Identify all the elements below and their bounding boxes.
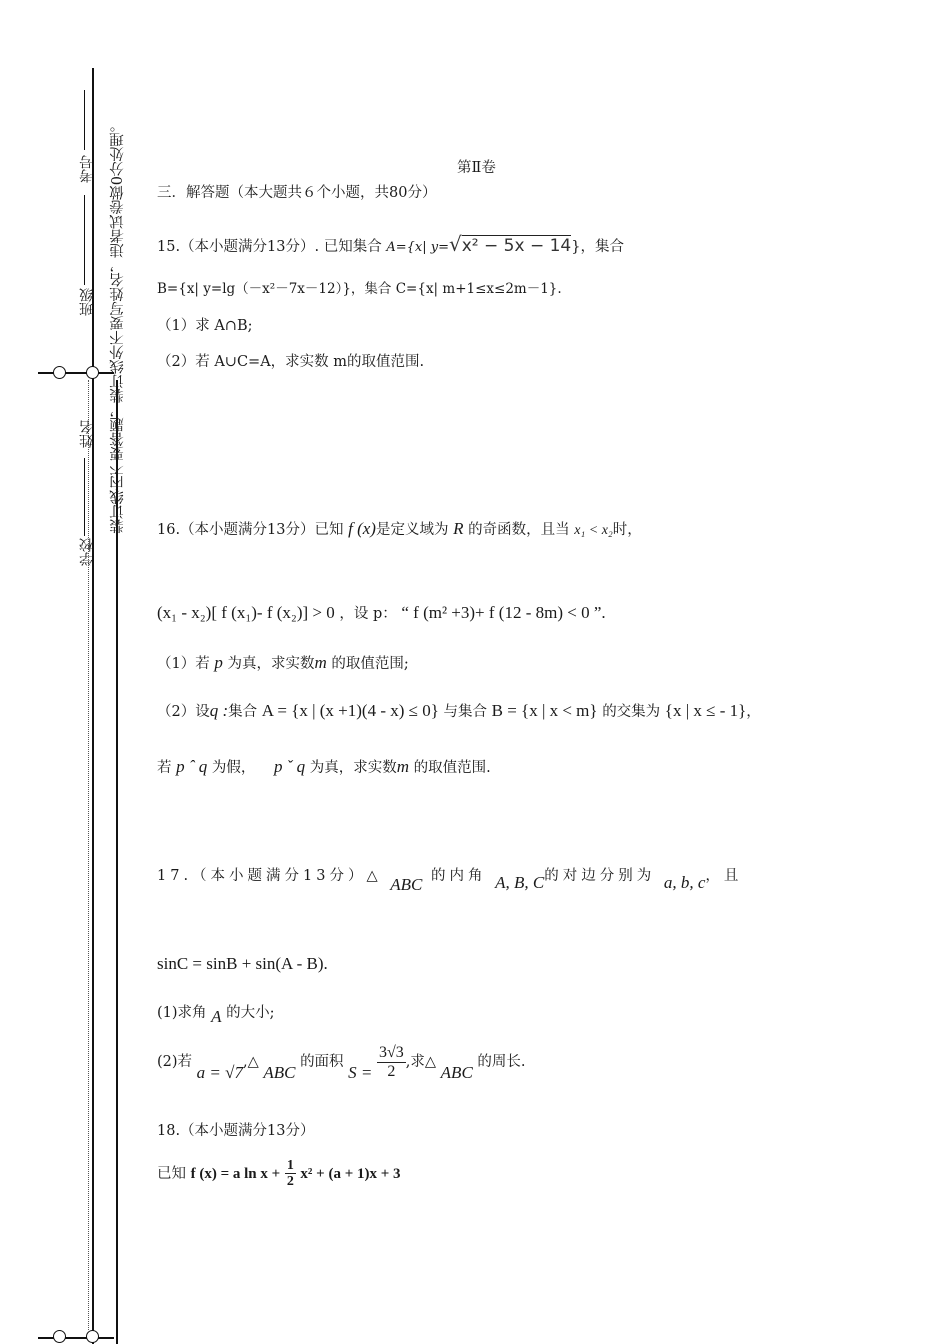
q16-part1 — [157, 654, 409, 672]
q17-equation: sinC = sinB + sin(A - B). — [157, 954, 328, 973]
q16-condition: x₁ < x₂ — [574, 523, 613, 538]
q16-part1-a: （1）若 — [157, 656, 210, 672]
binding-circle — [53, 366, 66, 379]
q17-angles: A, B, C — [495, 873, 545, 892]
q16-part1-c: 的取值范围; — [331, 656, 409, 672]
exam-no-blank — [84, 90, 85, 150]
q18-frac-den: 2 — [286, 1174, 294, 1190]
q17-mid2: 的对边分别为 — [544, 868, 656, 884]
name-blank — [84, 458, 85, 536]
q16-part2-b: 集合 — [228, 704, 258, 720]
q15-part1: （1）求 A∩B; — [157, 318, 253, 334]
q17-part2-b: ,△ — [242, 1054, 259, 1071]
binding-circle — [86, 366, 99, 379]
q16-last-line — [157, 758, 491, 776]
binding-hline-top — [38, 372, 114, 374]
q18-given: 已知 — [157, 1165, 186, 1182]
q17-abc-3: ABC — [440, 1063, 473, 1083]
q15-radicand: x² − 5x − 14 — [461, 236, 572, 256]
q16-intro-text: 16.（本小题满分13分）已知 — [157, 522, 344, 538]
q17-part1-A: A — [211, 1007, 222, 1026]
q16-p-label: ，设 p： — [339, 606, 397, 622]
q16-end: 时， — [612, 522, 642, 538]
q16-part2 — [157, 702, 761, 720]
q17-part1-b: 的大小; — [226, 1005, 275, 1021]
q15-set-a: A={x| y= — [386, 240, 449, 255]
q16-p-statement: “ f (m² +3)+ f (12 - 8m) < 0 ”. — [401, 603, 606, 622]
q16-last-c: 为真，求实数 — [309, 760, 397, 776]
class-blank — [84, 195, 85, 285]
binding-line-dotted — [88, 380, 89, 1330]
q17-part2-e: 的周长. — [477, 1054, 526, 1071]
q16-last-d: 的取值范围. — [413, 760, 491, 776]
q15-part2: （2）若 A∪C=A，求实数 m的取值范围. — [157, 354, 425, 370]
binding-circle — [86, 1330, 99, 1343]
q18-function-part2: x² + (a + 1)x + 3 — [300, 1165, 401, 1182]
school-label: 学校 — [79, 538, 95, 566]
q16-part2-d: 的交集为 — [602, 704, 661, 720]
q16-p-and-q: p ˆ q — [176, 757, 208, 776]
q16-mid1: 是定义域为 — [375, 522, 449, 538]
q16-intro — [157, 520, 642, 538]
q17-area-numerator: 3√3 — [379, 1044, 404, 1061]
q17-side-a: a = √7 — [196, 1063, 243, 1083]
q16-last-b: 为假， — [211, 760, 256, 776]
q17-area-fraction — [377, 1044, 406, 1080]
q16-inequality: (x₁ - x₂)[ f (x₁)- f (x₂)] > 0 — [157, 603, 335, 622]
q15-tail: }，集合 — [571, 239, 624, 255]
q18-function-part1: f (x) = a ln x + — [190, 1165, 281, 1182]
binding-notice: 装订线内不要答题，装订线外不要写姓名，违者试卷做0分处理。 — [110, 118, 126, 534]
q17-part1 — [157, 1003, 275, 1026]
q17-part2 — [157, 1044, 526, 1083]
binding-hline-bottom — [38, 1337, 114, 1339]
q17-part2-a: (2)若 — [157, 1054, 193, 1071]
q16-fx: f (x) — [348, 519, 376, 538]
q18-frac-num: 1 — [286, 1158, 294, 1173]
q16-domain-R: R — [453, 519, 464, 538]
q17-area-label: S = — [348, 1063, 373, 1083]
class-label: 班级 — [79, 288, 95, 316]
q18-half-fraction — [285, 1158, 296, 1190]
q15-sqrt: √ — [448, 232, 462, 256]
q16-part2-q: q : — [209, 701, 229, 720]
q18-intro: 18.（本小题满分13分） — [157, 1123, 315, 1139]
q16-part1-m: m — [314, 653, 327, 672]
binding-circle — [53, 1330, 66, 1343]
section-title: 三．解答题（本大题共６个小题，共80分） — [157, 185, 437, 201]
q16-set-A: A = {x | (x +1)(4 - x) ≤ 0} — [261, 701, 439, 720]
q16-part1-p: p — [214, 653, 223, 672]
q16-mid2: 的奇函数，且当 — [468, 522, 570, 538]
q17-intro-text: 17.（本小题满分13分）△ — [157, 868, 382, 884]
q17-area-denominator: 2 — [387, 1062, 396, 1080]
q15-intro-text: 15.（本小题满分13分）. 已知集合 — [157, 239, 382, 255]
q17-part2-c: 的面积 — [300, 1054, 344, 1071]
exam-no-label: 考号 — [79, 155, 95, 183]
q17-sides: a, b, c — [663, 873, 706, 892]
q17-end: ，且 — [705, 868, 743, 884]
q18-function — [157, 1158, 401, 1190]
q17-abc: ABC — [390, 875, 423, 894]
q16-part2-a: （2）设 — [157, 704, 210, 720]
q16-part2-e: ， — [746, 704, 761, 720]
q16-set-B: B = {x | x < m} — [491, 701, 598, 720]
q16-last-m: m — [396, 757, 410, 776]
binding-line-main — [92, 68, 94, 1344]
name-label: 姓名 — [79, 420, 95, 448]
q17-part2-d: ,求△ — [405, 1054, 437, 1071]
q16-inequality-line — [157, 604, 606, 622]
q16-p-or-q: p ˇ q — [274, 757, 306, 776]
q17-part1-a: (1)求角 — [157, 1005, 207, 1021]
q15-set-b: B={x| y=lg（－x²－7x－12）}，集合 C={x| m+1≤x≤2m－1}. — [157, 281, 562, 297]
q17-intro — [157, 866, 743, 894]
q16-part1-b: 为真，求实数 — [227, 656, 315, 672]
q16-last-a: 若 — [157, 760, 172, 776]
q16-intersection: {x | x ≤ - 1} — [664, 701, 747, 720]
volume-title: 第Ⅱ卷 — [457, 160, 496, 176]
q15-intro — [157, 234, 624, 255]
q16-part2-c: 与集合 — [443, 704, 487, 720]
q17-mid: 的内角 — [431, 868, 487, 884]
q17-abc-2: ABC — [263, 1063, 296, 1083]
